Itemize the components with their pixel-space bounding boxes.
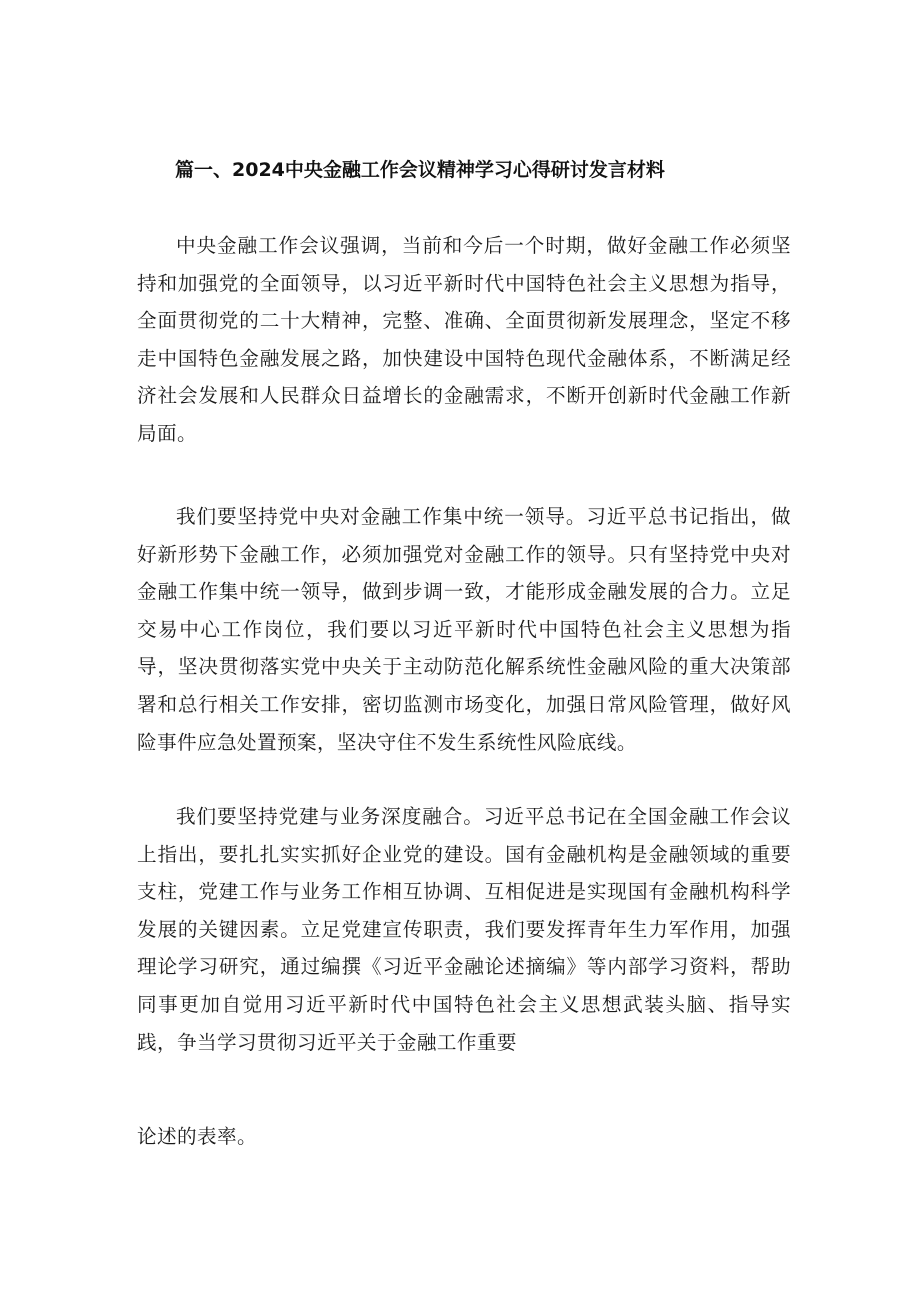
paragraph-2: 我们要坚持党中央对金融工作集中统一领导。习近平总书记指出，做好新形势下金融工作，必须加强党对金融工作的领导。只有坚持党中央对金融工作集中统一领导，做到步调一致，才能形成金融发展的合力。立足交易中心工作岗位，我们要以习近平新时代中国特色社会主义思想为指导，坚决贯彻落实党中央关于主动防范化解系统性金融风险的重大决策部署和总行相关工作安排，密切监测市场变化，加强日常风险管理，做好风险事件应急处置预案，坚决守住不发生系统性风险底线。 — [137, 505, 791, 754]
paragraph-continuation: 论述的表率。 — [137, 1125, 257, 1148]
paragraph-1: 中央金融工作会议强调，当前和今后一个时期，做好金融工作必须坚持和加强党的全面领导，以习近平新时代中国特色社会主义思想为指导，全面贯彻党的二十大精神，完整、准确、全面贯彻新发展理念，坚定不移走中国特色金融发展之路，加快建设中国特色现代金融体系，不断满足经济社会发展和人民群众日益增长的金融需求，不断开创新时代金融工作新局面。 — [137, 234, 791, 445]
paragraph-3: 我们要坚持党建与业务深度融合。习近平总书记在全国金融工作会议上指出，要扎扎实实抓好企业党的建设。国有金融机构是金融领域的重要支柱，党建工作与业务工作相互协调、互相促进是实现国有金融机构科学发展的关键因素。立足党建宣传职责，我们要发挥青年生力军作用，加强理论学习研究，通过编撰《习近平金融论述摘编》等内部学习资料，帮助同事更加自觉用习近平新时代中国特色社会主义思想武装头脑、指导实践，争当学习贯彻习近平关于金融工作重要 — [137, 805, 791, 1054]
document-title: 篇一、2024中央金融工作会议精神学习心得研讨发言材料 — [175, 159, 665, 181]
